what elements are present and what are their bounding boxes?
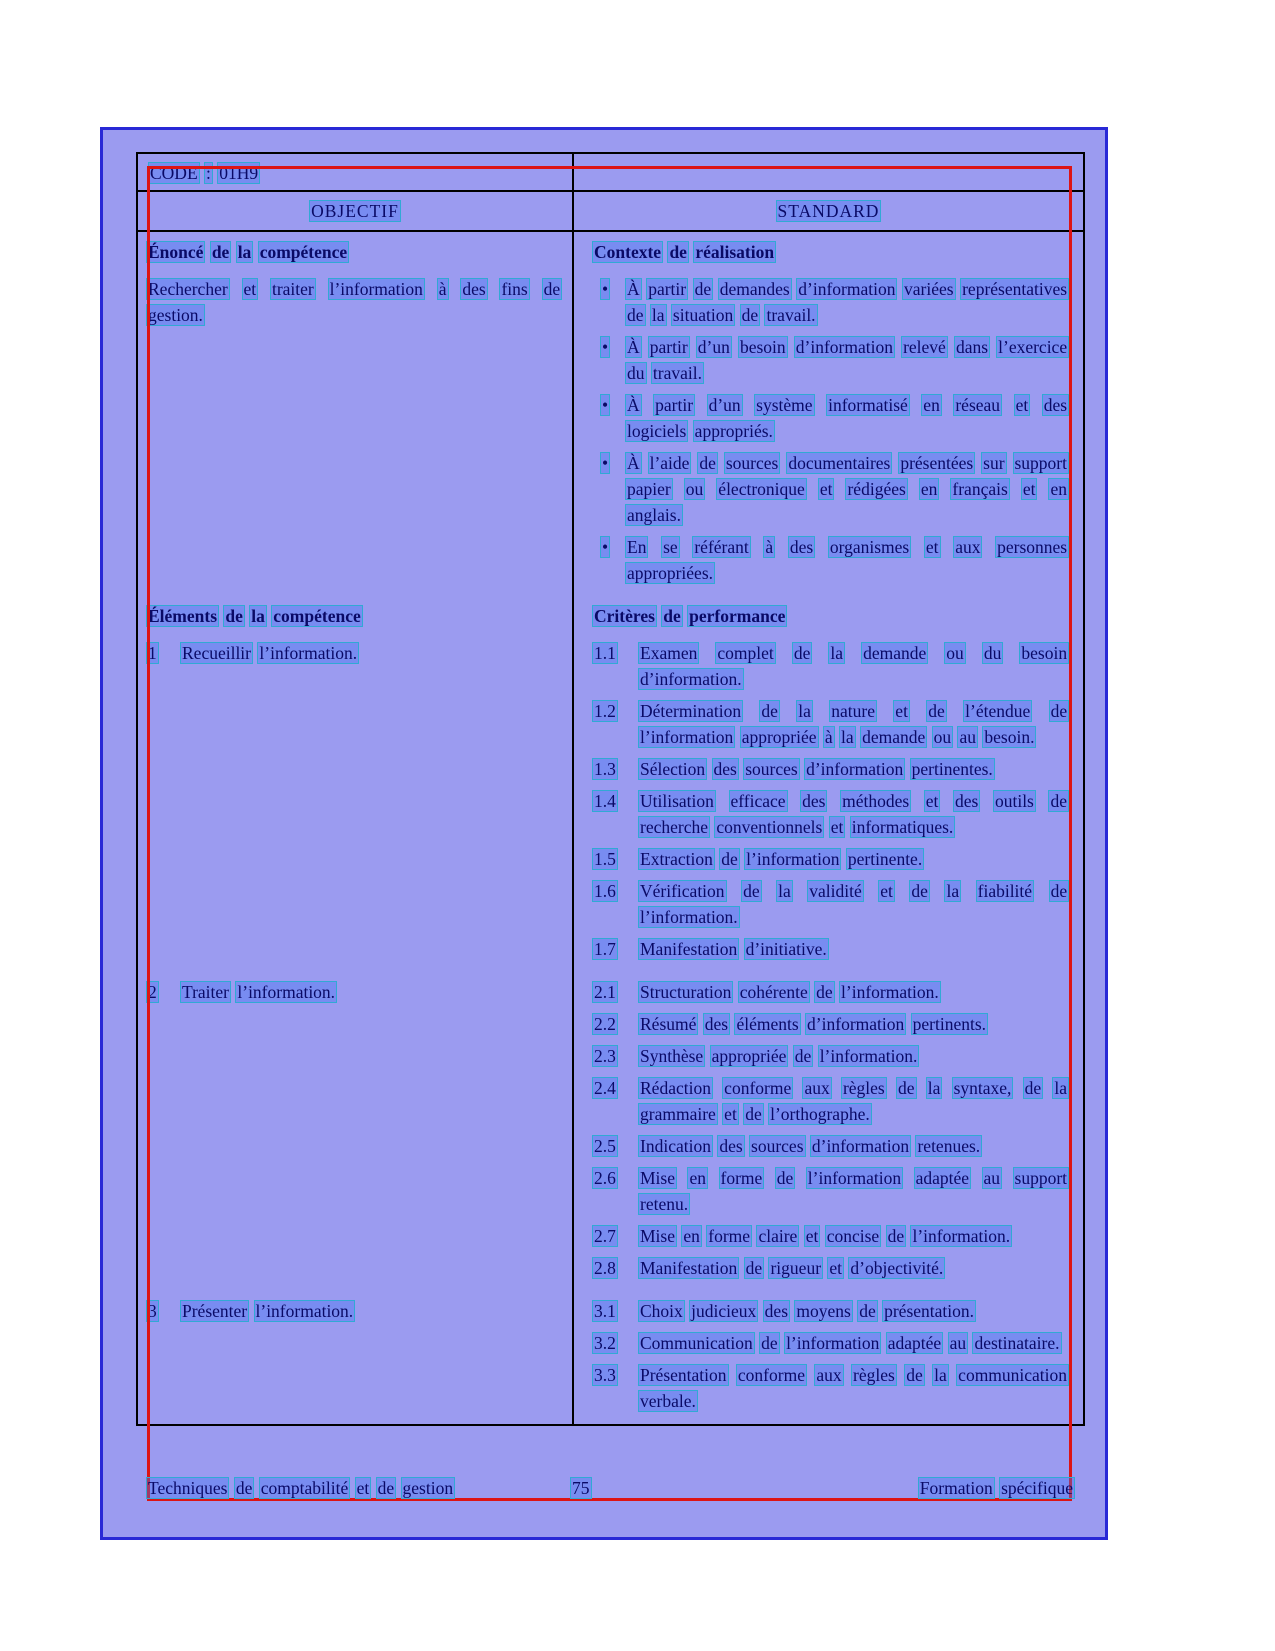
criterion-text: Extraction de l’information pertinente. [640,849,923,869]
criterion-text: Choix judicieux des moyens de présentation. [640,1301,975,1321]
context-text: À l’aide de sources documentaires présentées sur support papier ou électronique et rédigées en français et en anglais. [627,453,1068,525]
criterion-text: Manifestation de rigueur et d’objectivité. [640,1258,944,1278]
contexte-title: Contexte de réalisation [572,232,1083,269]
criterion-text: Présentation conforme aux règles de la communication verbale. [640,1365,1068,1411]
bullet-icon: • [602,337,609,357]
enonce-title: Énoncé de la compétence [148,242,348,262]
context-bullet-item [600,276,1069,328]
criterion-text: Structuration cohérente de l’information. [640,982,939,1002]
criterion-number: 1.1 [594,643,616,663]
criterion-item [592,1133,1069,1159]
competency-table [136,152,1085,1426]
criterion-item [592,698,1069,750]
criterion-item [592,979,1069,1005]
criterion-text: Rédaction conforme aux règles de la syntaxe, de la grammaire et de l’orthographe. [640,1078,1068,1124]
context-text: À partir de demandes d’information variées représentatives de la situation de travail. [627,279,1068,325]
criterion-text: Sélection des sources d’information pertinentes. [640,759,993,779]
criterion-number: 2.4 [594,1078,616,1098]
element-label: Recueillir l’information. [182,643,358,663]
element-item [146,979,562,1005]
criterion-item [592,1330,1069,1356]
elements-title: Éléments de la compétence [148,606,361,626]
criterion-text: Mise en forme claire et concise de l’information. [640,1226,1011,1246]
criteres-title: Critères de performance [572,596,1083,633]
bullet-icon: • [602,453,609,473]
criteria-list-1 [572,633,1083,972]
criterion-text: Communication de l’information adaptée au destinataire. [640,1333,1060,1353]
page-footer [136,1475,1085,1501]
criterion-text: Indication des sources d’information retenues. [640,1136,981,1156]
context-bullet-item [600,534,1069,586]
criterion-text: Détermination de la nature et de l’étendue de l’information appropriée à la demande ou au besoin. [640,701,1068,747]
criterion-number: 3.1 [594,1301,616,1321]
document-frame [100,127,1108,1540]
criterion-number: 1.6 [594,881,616,901]
criterion-number: 2.1 [594,982,616,1002]
contexte-list [572,269,1083,596]
criterion-number: 1.4 [594,791,616,811]
criterion-text: Mise en forme de l’information adaptée au support retenu. [640,1168,1068,1214]
criterion-number: 2.5 [594,1136,616,1156]
element-label: Traiter l’information. [182,982,336,1002]
criteria-list-3 [572,1291,1083,1424]
context-text: En se référant à des organismes et aux personnes appropriées. [627,537,1068,583]
criterion-number: 2.7 [594,1226,616,1246]
criterion-item [592,1298,1069,1324]
criterion-item [592,936,1069,962]
bullet-icon: • [602,395,609,415]
criterion-number: 1.7 [594,939,616,959]
context-bullet-item [600,334,1069,386]
context-bullet-item [600,450,1069,528]
element-item [146,1298,562,1324]
criterion-number: 1.5 [594,849,616,869]
criterion-text: Résumé des éléments d’information pertinents. [640,1014,987,1034]
criterion-item [592,788,1069,840]
footer-page-number: 75 [572,1478,590,1498]
criterion-item [592,1043,1069,1069]
footer-section: Formation spécifique [919,1478,1073,1498]
criterion-item [592,878,1069,930]
criterion-text: Vérification de la validité et de la fiabilité de l’information. [640,881,1068,927]
criterion-item [592,1223,1069,1249]
criterion-number: 3.2 [594,1333,616,1353]
criterion-number: 3.3 [594,1365,616,1385]
criterion-item [592,1255,1069,1281]
code-empty-cell [572,154,1083,192]
criterion-item [592,846,1069,872]
criterion-item [592,1075,1069,1127]
bullet-icon: • [602,279,609,299]
code-label: CODE : 01H9 [138,154,572,192]
context-bullet-item [600,392,1069,444]
element-number: 1 [148,643,157,663]
footer-program: Techniques de comptabilité et de gestion [148,1478,454,1498]
context-text: À partir d’un besoin d’information relevé dans l’exercice du travail. [627,337,1068,383]
standard-header: STANDARD [572,192,1083,232]
criterion-text: Utilisation efficace des méthodes et des outils de recherche conventionnels et informatiques. [640,791,1068,837]
criterion-number: 2.3 [594,1046,616,1066]
criterion-item [592,1165,1069,1217]
criterion-number: 1.3 [594,759,616,779]
criterion-text: Examen complet de la demande ou du besoin d’information. [640,643,1068,689]
criterion-item [592,756,1069,782]
criterion-number: 2.6 [594,1168,616,1188]
bullet-icon: • [602,537,609,557]
criteria-list-2 [572,972,1083,1291]
enonce-text: Rechercher et traiter l’information à des fins de gestion. [148,279,561,325]
criterion-number: 2.8 [594,1258,616,1278]
element-item [146,640,562,666]
criterion-number: 2.2 [594,1014,616,1034]
criterion-item [592,1011,1069,1037]
objectif-header: OBJECTIF [138,192,572,232]
element-label: Présenter l’information. [182,1301,354,1321]
element-number: 3 [148,1301,157,1321]
criterion-text: Synthèse appropriée de l’information. [640,1046,918,1066]
context-text: À partir d’un système informatisé en réseau et des logiciels appropriés. [627,395,1068,441]
criterion-item [592,1362,1069,1414]
criterion-item [592,640,1069,692]
element-number: 2 [148,982,157,1002]
criterion-text: Manifestation d’initiative. [640,939,827,959]
criterion-number: 1.2 [594,701,616,721]
